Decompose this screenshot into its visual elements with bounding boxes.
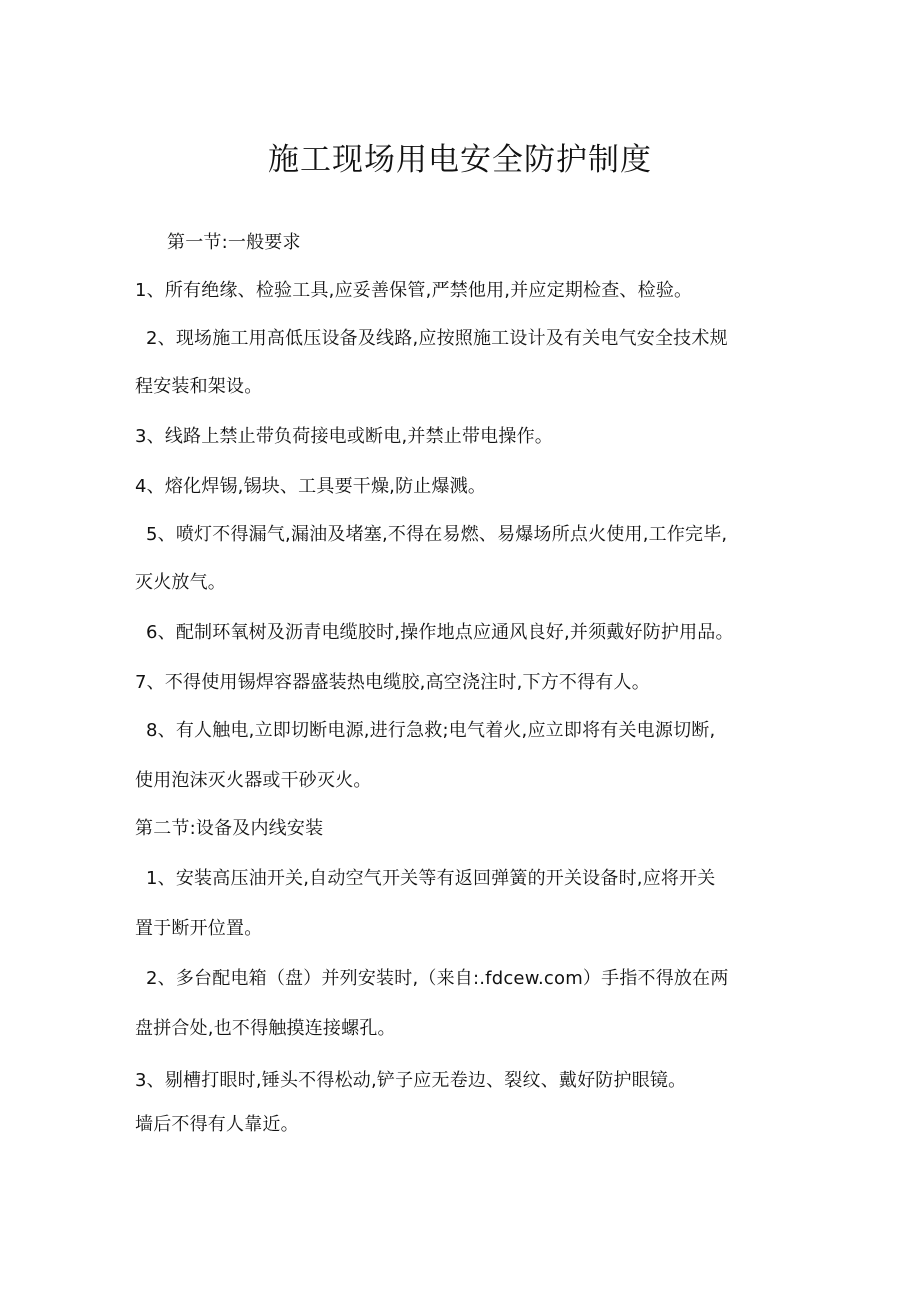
paragraph-line: 3、剔槽打眼时,锤头不得松动,铲子应无卷边、裂纹、戴好防护眼镜。	[135, 1070, 687, 1091]
paragraph-line: 8、有人触电,立即切断电源,进行急救;电气着火,应立即将有关电源切断,	[146, 720, 716, 741]
paragraph-line: 5、喷灯不得漏气,漏油及堵塞,不得在易燃、易爆场所点火使用,工作完毕,	[146, 524, 728, 545]
paragraph-line: 使用泡沫灭火器或干砂灭火。	[135, 770, 372, 791]
paragraph-line: 2、现场施工用高低压设备及线路,应按照施工设计及有关电气安全技术规	[146, 328, 728, 349]
paragraph-line: 墙后不得有人靠近。	[135, 1114, 299, 1135]
paragraph-line: 2、多台配电箱（盘）并列安装时,（来自:.fdcew.com）手指不得放在两	[146, 968, 729, 989]
section-heading-1: 第一节:一般要求	[167, 232, 301, 253]
document-title: 施工现场用电安全防护制度	[268, 142, 652, 178]
paragraph-line: 6、配制环氧树及沥青电缆胶时,操作地点应通风良好,并须戴好防护用品。	[146, 622, 734, 643]
paragraph-line: 4、熔化焊锡,锡块、工具要干燥,防止爆溅。	[135, 476, 487, 497]
paragraph-line: 1、安装高压油开关,自动空气开关等有返回弹簧的开关设备时,应将开关	[146, 868, 716, 889]
paragraph-line: 1、所有绝缘、检验工具,应妥善保管,严禁他用,并应定期检查、检验。	[135, 280, 693, 301]
paragraph-line: 盘拼合处,也不得触摸连接螺孔。	[135, 1018, 396, 1039]
paragraph-line: 3、线路上禁止带负荷接电或断电,并禁止带电操作。	[135, 426, 553, 447]
paragraph-line: 置于断开位置。	[135, 918, 263, 939]
paragraph-line: 7、不得使用锡焊容器盛装热电缆胶,高空浇注时,下方不得有人。	[135, 672, 650, 693]
paragraph-line: 程安装和架设。	[135, 376, 263, 397]
section-heading-2: 第二节:设备及内线安装	[135, 818, 324, 839]
paragraph-line: 灭火放气。	[135, 572, 226, 593]
